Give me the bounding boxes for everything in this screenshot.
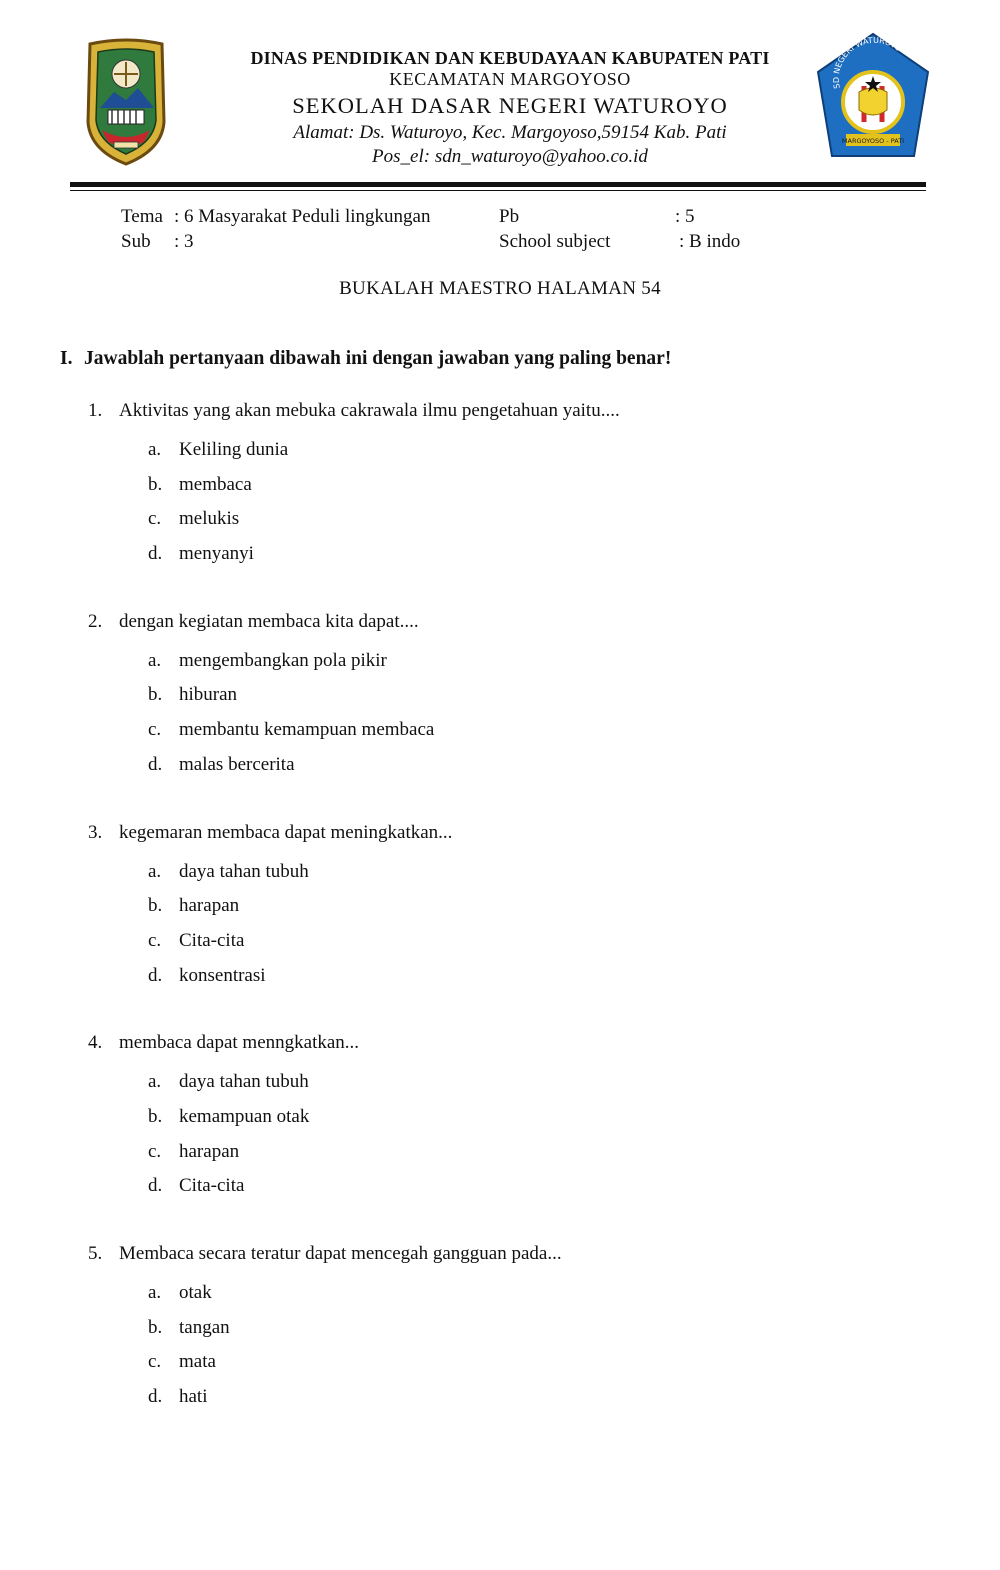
- pati-regency-emblem: [84, 38, 168, 166]
- school-logo-bottom-text: MARGOYOSO - PATI: [841, 137, 905, 145]
- option-letter: a.: [148, 649, 162, 671]
- section-number: I.: [60, 348, 73, 369]
- option-list: [148, 644, 948, 783]
- option-text: Cita-cita: [179, 929, 245, 951]
- option-letter: b.: [148, 684, 163, 706]
- question-text: dengan kegiatan membaca kita dapat....: [119, 610, 419, 632]
- option-letter: c.: [148, 719, 162, 741]
- letterhead: [160, 48, 860, 169]
- answer-option[interactable]: [148, 959, 948, 994]
- option-text: hati: [179, 1386, 208, 1408]
- sub-value: : 3: [174, 231, 194, 252]
- option-text: menyanyi: [179, 543, 254, 565]
- section-instruction: [60, 348, 671, 370]
- option-letter: c.: [148, 1140, 162, 1162]
- question-number: 1.: [88, 400, 103, 421]
- answer-option[interactable]: [148, 748, 948, 783]
- instruction-text: Jawablah pertanyaan dibawah ini dengan jawaban yang paling benar!: [84, 348, 672, 369]
- subject-label: School subject: [499, 231, 611, 252]
- option-letter: b.: [148, 895, 163, 917]
- option-letter: c.: [148, 929, 162, 951]
- question-number: 5.: [88, 1243, 103, 1264]
- option-text: melukis: [179, 508, 240, 530]
- option-text: kemampuan otak: [179, 1105, 310, 1127]
- question-item: [88, 820, 948, 994]
- question-number: 4.: [88, 1032, 103, 1054]
- option-letter: b.: [148, 473, 163, 495]
- answer-option[interactable]: [148, 1065, 948, 1100]
- option-text: hiburan: [179, 684, 238, 706]
- school-logo: [814, 30, 932, 162]
- answer-option[interactable]: [148, 537, 948, 572]
- answer-option[interactable]: [148, 1345, 948, 1380]
- option-letter: d.: [148, 753, 163, 775]
- answer-option[interactable]: [148, 713, 948, 748]
- option-text: harapan: [179, 895, 240, 917]
- answer-option[interactable]: [148, 1169, 948, 1204]
- tema-label: Tema: [121, 206, 163, 227]
- option-text: daya tahan tubuh: [179, 860, 309, 882]
- option-letter: d.: [148, 1386, 163, 1408]
- subject-value: : B indo: [679, 231, 741, 252]
- worksheet-title: BUKALAH MAESTRO HALAMAN 54: [339, 278, 661, 299]
- question-stem: [88, 1241, 948, 1267]
- option-letter: d.: [148, 543, 163, 565]
- answer-option[interactable]: [148, 502, 948, 537]
- question-item: [88, 1241, 948, 1415]
- option-letter: c.: [148, 508, 162, 530]
- answer-option[interactable]: [148, 855, 948, 890]
- sub-label: Sub: [121, 231, 151, 252]
- option-text: malas bercerita: [179, 753, 295, 775]
- district-name: KECAMATAN MARGOYOSO: [389, 69, 631, 89]
- school-name: SEKOLAH DASAR NEGERI WATUROYO: [292, 93, 728, 118]
- answer-option[interactable]: [148, 1311, 948, 1346]
- option-text: membaca: [179, 473, 252, 495]
- option-text: Cita-cita: [179, 1175, 245, 1197]
- answer-option[interactable]: [148, 1380, 948, 1415]
- option-text: harapan: [179, 1140, 240, 1162]
- header-rule-thick: [70, 182, 926, 187]
- option-letter: a.: [148, 860, 162, 882]
- agency-name: DINAS PENDIDIKAN DAN KEBUDAYAAN KABUPATEN PATI: [250, 48, 770, 68]
- school-logo-top-text: SD NEGERI WATUROYO: [831, 35, 904, 90]
- tema-value: : 6 Masyarakat Peduli lingkungan: [174, 206, 431, 227]
- option-letter: a.: [148, 1282, 162, 1303]
- school-email: Pos_el: sdn_waturoyo@yahoo.co.id: [372, 146, 648, 167]
- option-text: daya tahan tubuh: [179, 1071, 309, 1093]
- option-text: tangan: [179, 1316, 230, 1338]
- question-stem: [88, 820, 948, 846]
- answer-option[interactable]: [148, 468, 948, 503]
- question-item: [88, 1030, 948, 1204]
- answer-option[interactable]: [148, 678, 948, 713]
- option-letter: c.: [148, 1351, 162, 1373]
- answer-option[interactable]: [148, 1276, 948, 1311]
- option-list: [148, 855, 948, 994]
- answer-option[interactable]: [148, 889, 948, 924]
- option-list: [148, 433, 948, 572]
- question-stem: [88, 398, 948, 424]
- question-number: 3.: [88, 821, 103, 843]
- option-letter: b.: [148, 1105, 163, 1127]
- option-letter: b.: [148, 1316, 163, 1338]
- question-stem: [88, 609, 948, 635]
- question-text: Membaca secara teratur dapat mencegah gangguan pada...: [119, 1243, 562, 1264]
- answer-option[interactable]: [148, 433, 948, 468]
- header-rule-thin: [70, 190, 926, 191]
- question-text: kegemaran membaca dapat meningkatkan...: [119, 821, 453, 843]
- option-letter: a.: [148, 439, 162, 460]
- question-text: membaca dapat menngkatkan...: [119, 1032, 360, 1054]
- answer-option[interactable]: [148, 1100, 948, 1135]
- option-text: otak: [179, 1282, 212, 1303]
- school-address: Alamat: Ds. Waturoyo, Kec. Margoyoso,59154 Kab. Pati: [293, 122, 727, 143]
- option-text: mata: [179, 1351, 216, 1373]
- option-list: [148, 1065, 948, 1204]
- question-text: Aktivitas yang akan mebuka cakrawala ilmu pengetahuan yaitu....: [119, 400, 620, 421]
- option-letter: d.: [148, 964, 163, 986]
- option-text: Keliling dunia: [179, 439, 289, 460]
- answer-option[interactable]: [148, 1135, 948, 1170]
- option-list: [148, 1276, 948, 1415]
- pb-value: : 5: [675, 206, 695, 227]
- question-item: [88, 398, 948, 572]
- option-text: konsentrasi: [179, 964, 266, 986]
- question-list: [88, 398, 948, 1452]
- question-stem: [88, 1030, 948, 1056]
- option-letter: a.: [148, 1071, 162, 1093]
- question-item: [88, 609, 948, 783]
- question-number: 2.: [88, 610, 103, 632]
- pb-label: Pb: [499, 206, 520, 227]
- answer-option[interactable]: [148, 924, 948, 959]
- option-letter: d.: [148, 1175, 163, 1197]
- answer-option[interactable]: [148, 644, 948, 679]
- option-text: membantu kemampuan membaca: [179, 719, 435, 741]
- option-text: mengembangkan pola pikir: [179, 649, 387, 671]
